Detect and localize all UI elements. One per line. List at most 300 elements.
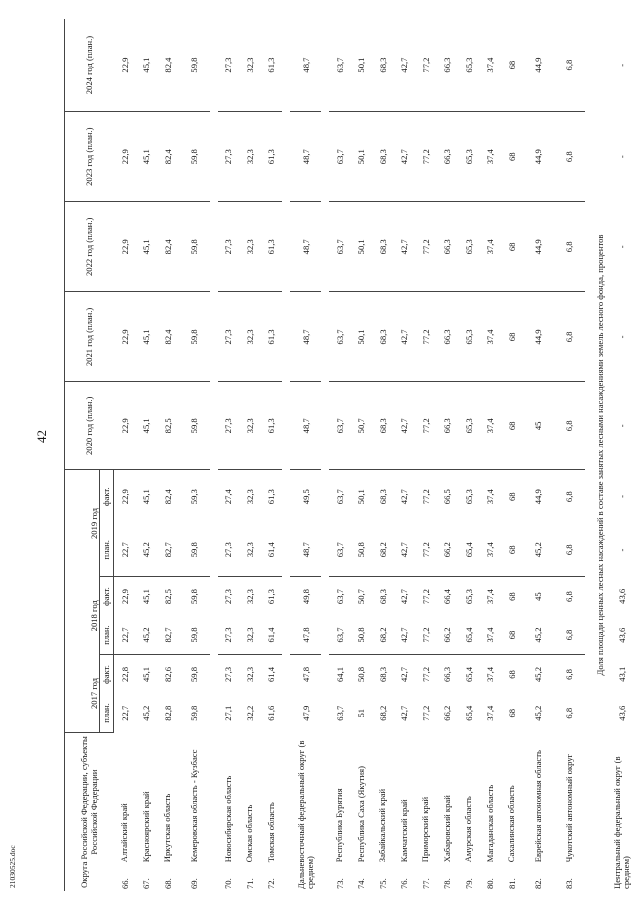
value-cell: 27,1 — [223, 705, 234, 721]
region-name: Забайкальский край — [377, 788, 388, 863]
indicator-note: Доля площади ценных лесных насаждений в составе занятых лесными насаждениями земель лесного фонда, процентов — [594, 234, 605, 676]
value-cell: 66,3 — [442, 666, 453, 683]
value-cell: 68 — [501, 292, 523, 382]
total-value-cell: - — [617, 335, 627, 339]
value-cell: 42,7 — [399, 666, 410, 683]
value-cell: 37,4 — [485, 705, 496, 721]
value-cell: 45 — [523, 382, 554, 470]
document-reference: 21030525.doc — [8, 845, 17, 888]
value-cell: 63,7 — [334, 589, 345, 605]
value-cell: 6,8 — [554, 19, 585, 112]
value-cell: 68,3 — [377, 589, 388, 605]
total-value-cell: - — [617, 424, 627, 428]
total-value-cell: - — [617, 495, 627, 498]
value-cell: 68 — [506, 670, 517, 679]
district-name: Дальневосточный федеральный округ (в среднем) — [295, 740, 315, 889]
rotated-table-container — [64, 19, 631, 891]
value-cell: 50,7 — [356, 589, 367, 605]
value-cell: 82,5 — [162, 589, 173, 605]
table-row — [239, 19, 261, 891]
value-cell: 68 — [501, 523, 523, 577]
spacer-cell — [282, 19, 290, 891]
table-row — [394, 19, 416, 891]
value-cell: 66,3 — [437, 19, 459, 112]
header-region: Округа Российской Федерации, субъекты Российской Федерации — [65, 733, 114, 891]
value-cell: 44,9 — [523, 112, 554, 202]
value-cell: 22,9 — [114, 202, 136, 292]
value-cell: 66,2 — [442, 705, 453, 721]
value-cell: 68 — [506, 708, 517, 718]
value-cell: 82,4 — [157, 19, 179, 112]
value-cell: 50,1 — [351, 202, 373, 292]
row-number: 79. — [463, 878, 474, 889]
value-cell: 22,7 — [114, 523, 136, 577]
value-cell: 42,7 — [394, 616, 416, 655]
value-cell: 77,2 — [420, 666, 431, 683]
value-cell: 61,4 — [261, 523, 283, 577]
value-cell: 61,3 — [261, 112, 283, 202]
value-cell: 59,8 — [179, 19, 210, 112]
total-value-cell: 43,6 — [617, 705, 627, 721]
table-row — [480, 19, 502, 891]
value-cell: 82,7 — [157, 616, 179, 655]
value-cell: 45 — [533, 592, 543, 601]
subheader-fact: факт. — [100, 577, 114, 616]
value-cell: 77,2 — [415, 112, 437, 202]
value-cell: 63,7 — [334, 489, 345, 505]
value-cell: 6,8 — [554, 112, 585, 202]
region-name: Алтайский край — [119, 803, 129, 863]
value-cell: 63,7 — [329, 523, 351, 577]
value-cell: 63,7 — [329, 616, 351, 655]
value-cell: 32,3 — [239, 202, 261, 292]
value-cell: 68 — [501, 382, 523, 470]
region-name: Омская область — [244, 804, 255, 863]
value-cell: 48,7 — [290, 19, 321, 112]
header-2020: 2020 год (план.) — [65, 382, 114, 470]
value-cell: 50,8 — [356, 666, 367, 683]
value-cell: 37,4 — [480, 202, 502, 292]
value-cell: 82,5 — [157, 382, 179, 470]
value-cell: 68,3 — [377, 489, 388, 505]
spacer-row — [282, 19, 290, 891]
value-cell: 50,1 — [351, 112, 373, 202]
value-cell: 63,7 — [329, 112, 351, 202]
value-cell: 45,2 — [136, 523, 158, 577]
value-cell: 77,2 — [415, 382, 437, 470]
table-row — [437, 19, 459, 891]
row-number: 80. — [485, 878, 496, 889]
value-cell: 82,4 — [162, 489, 173, 505]
value-cell: 44,9 — [523, 202, 554, 292]
value-cell: 22,7 — [119, 705, 130, 721]
value-cell: 32,3 — [239, 292, 261, 382]
value-cell: 82,7 — [157, 523, 179, 577]
total-row — [607, 19, 638, 891]
value-cell: 45,1 — [136, 382, 158, 470]
value-cell: 65,4 — [458, 616, 480, 655]
header-2021: 2021 год (план.) — [65, 292, 114, 382]
value-cell: 66,3 — [437, 292, 459, 382]
value-cell: 66,4 — [442, 589, 453, 605]
value-cell: 77,2 — [415, 19, 437, 112]
total-value-cell: 43,6 — [617, 627, 627, 643]
value-cell: 61,3 — [261, 202, 283, 292]
value-cell: 49,5 — [300, 489, 311, 505]
note-row — [593, 19, 607, 891]
header-2019: 2019 год — [65, 470, 100, 577]
value-cell: 45,1 — [141, 489, 152, 505]
value-cell: 68,2 — [372, 523, 394, 577]
region-name: Красноярский край — [140, 791, 151, 863]
table-row — [218, 19, 240, 891]
value-cell: 63,7 — [329, 292, 351, 382]
value-cell: 68,3 — [372, 382, 394, 470]
value-cell: 66,3 — [437, 382, 459, 470]
row-number: 76. — [399, 878, 410, 889]
value-cell: 61,3 — [261, 19, 283, 112]
row-number: 75. — [377, 878, 388, 889]
value-cell: 45,1 — [136, 112, 158, 202]
value-cell: 45,1 — [136, 202, 158, 292]
value-cell: 77,2 — [415, 292, 437, 382]
value-cell: 22,8 — [119, 666, 130, 683]
value-cell: 44,9 — [533, 489, 543, 505]
value-cell: 65,3 — [463, 489, 474, 505]
spacer-row — [210, 19, 218, 891]
table-row — [136, 19, 158, 891]
value-cell: 61,3 — [266, 489, 277, 505]
value-cell: 47,8 — [300, 666, 311, 683]
table-row — [523, 19, 554, 891]
forest-data-table — [64, 19, 638, 891]
value-cell: 37,4 — [485, 489, 496, 505]
value-cell: 66,2 — [437, 616, 459, 655]
region-name: Иркутская область — [162, 793, 173, 863]
value-cell: 27,3 — [218, 382, 240, 470]
row-number: 77. — [420, 878, 431, 889]
value-cell: 68 — [506, 592, 517, 601]
row-number: 82. — [533, 878, 543, 889]
value-cell: 66,2 — [437, 523, 459, 577]
total-value-cell: 43,6 — [617, 588, 627, 604]
region-name: Республика Саха (Якутия) — [355, 766, 366, 863]
row-number: 74. — [356, 878, 367, 889]
value-cell: 63,7 — [329, 382, 351, 470]
table-row — [554, 19, 585, 891]
value-cell: 77,2 — [420, 489, 431, 505]
value-cell: 59,8 — [179, 112, 210, 202]
value-cell: 66,3 — [437, 112, 459, 202]
value-cell: 45,1 — [141, 666, 152, 683]
value-cell: 59,3 — [189, 489, 199, 505]
value-cell: 32,3 — [239, 382, 261, 470]
value-cell: 32,3 — [244, 489, 255, 505]
value-cell: 37,4 — [480, 523, 502, 577]
region-name: Приморский край — [420, 796, 431, 863]
value-cell: 45,1 — [136, 292, 158, 382]
value-cell: 22,9 — [114, 112, 136, 202]
value-cell: 82,8 — [162, 705, 173, 721]
value-cell: 22,9 — [114, 19, 136, 112]
value-cell: 37,4 — [485, 666, 496, 683]
table-row — [415, 19, 437, 891]
value-cell: 42,7 — [394, 382, 416, 470]
value-cell: 47,8 — [290, 616, 321, 655]
value-cell: 49,8 — [300, 589, 311, 605]
value-cell: 63,7 — [329, 19, 351, 112]
table-row — [351, 19, 373, 891]
value-cell: 37,4 — [480, 19, 502, 112]
value-cell: 6,8 — [554, 382, 585, 470]
value-cell: 42,7 — [399, 589, 410, 605]
subheader-plan: план. — [100, 523, 114, 577]
value-cell: 50,8 — [351, 523, 373, 577]
region-name: Хабаровский край — [441, 795, 452, 863]
value-cell: 66,5 — [442, 489, 453, 505]
value-cell: 6,8 — [564, 669, 574, 680]
value-cell: 61,4 — [261, 616, 283, 655]
value-cell: 27,3 — [218, 616, 240, 655]
value-cell: 77,2 — [415, 202, 437, 292]
total-name: Центральный федеральный округ (в среднем) — [612, 756, 631, 889]
value-cell: 6,8 — [554, 523, 585, 577]
table-row — [157, 19, 179, 891]
value-cell: 45,2 — [523, 523, 554, 577]
spacer-cell — [321, 19, 329, 891]
value-cell: 32,3 — [244, 666, 255, 683]
spacer-row — [321, 19, 329, 891]
value-cell: 32,3 — [239, 523, 261, 577]
table-row — [501, 19, 523, 891]
subheader-fact: факт. — [100, 470, 114, 524]
value-cell: 45,2 — [136, 616, 158, 655]
value-cell: 27,3 — [218, 202, 240, 292]
value-cell: 68,3 — [372, 202, 394, 292]
value-cell: 59,8 — [189, 589, 199, 605]
value-cell: 50,8 — [351, 616, 373, 655]
value-cell: 82,4 — [157, 292, 179, 382]
value-cell: 22,9 — [119, 489, 130, 505]
value-cell: 27,3 — [218, 523, 240, 577]
row-number: 72. — [266, 878, 277, 889]
spacer-cell — [210, 19, 218, 891]
value-cell: 77,2 — [420, 705, 431, 721]
value-cell: 59,8 — [189, 666, 199, 683]
value-cell: 77,2 — [420, 589, 431, 605]
total-value-cell: - — [617, 63, 627, 67]
value-cell: 68,2 — [377, 705, 388, 721]
value-cell: 68 — [501, 19, 523, 112]
value-cell: 61,3 — [261, 382, 283, 470]
value-cell: 59,8 — [179, 382, 210, 470]
value-cell: 48,7 — [290, 112, 321, 202]
header-2022: 2022 год (план.) — [65, 202, 114, 292]
value-cell: 50,1 — [356, 489, 367, 505]
total-value-cell: - — [617, 245, 627, 249]
value-cell: 68 — [501, 616, 523, 655]
value-cell: 42,7 — [394, 202, 416, 292]
row-number: 68. — [162, 878, 173, 889]
value-cell: 68,3 — [372, 19, 394, 112]
value-cell: 82,4 — [157, 202, 179, 292]
value-cell: 22,9 — [119, 589, 130, 605]
value-cell: 6,8 — [564, 591, 574, 602]
value-cell: 27,3 — [218, 112, 240, 202]
value-cell: 59,8 — [179, 292, 210, 382]
row-number: 73. — [334, 878, 345, 889]
table-row — [114, 19, 136, 891]
value-cell: 45,2 — [523, 616, 554, 655]
value-cell: 65,4 — [458, 523, 480, 577]
value-cell: 61,3 — [261, 292, 283, 382]
subheader-fact: факт. — [100, 655, 114, 694]
row-number: 81. — [506, 878, 517, 889]
value-cell: 48,7 — [290, 202, 321, 292]
value-cell: 6,8 — [554, 616, 585, 655]
value-cell: 27,3 — [223, 589, 234, 605]
value-cell: 37,4 — [480, 616, 502, 655]
value-cell: 77,2 — [415, 616, 437, 655]
value-cell: 44,9 — [523, 292, 554, 382]
value-cell: 27,3 — [218, 292, 240, 382]
value-cell: 42,7 — [399, 705, 410, 721]
value-cell: 45,1 — [141, 589, 152, 605]
value-cell: 22,9 — [114, 382, 136, 470]
subheader-plan: план. — [100, 616, 114, 655]
region-name: Еврейская автономная область — [532, 750, 543, 863]
value-cell: 68,2 — [372, 616, 394, 655]
spacer-cell — [585, 19, 593, 891]
value-cell: 64,1 — [334, 666, 345, 683]
spacer-row — [585, 19, 593, 891]
value-cell: 45,1 — [136, 19, 158, 112]
table-row — [261, 19, 283, 891]
value-cell: 42,7 — [394, 292, 416, 382]
value-cell: 6,8 — [554, 292, 585, 382]
value-cell: 82,4 — [157, 112, 179, 202]
total-value-cell: - — [617, 548, 627, 552]
value-cell: 47,9 — [300, 705, 311, 721]
value-cell: 42,7 — [399, 489, 410, 505]
value-cell: 6,8 — [564, 491, 574, 503]
total-value-cell: 43,1 — [617, 666, 627, 682]
value-cell: 65,4 — [463, 705, 474, 721]
row-number: 78. — [442, 878, 453, 889]
value-cell: 65,3 — [458, 202, 480, 292]
value-cell: 48,7 — [290, 382, 321, 470]
header-2024: 2024 год (план.) — [65, 19, 114, 112]
value-cell: 82,6 — [162, 666, 173, 683]
page-number: 42 — [34, 430, 49, 443]
value-cell: 6,8 — [564, 707, 574, 719]
value-cell: 61,3 — [266, 589, 277, 605]
row-number: 66. — [119, 878, 130, 889]
table-body — [114, 19, 638, 891]
value-cell: 68 — [501, 202, 523, 292]
header-2017: 2017 год — [65, 655, 100, 733]
value-cell: 37,4 — [485, 589, 496, 605]
region-name: Кемеровская область - Кузбасс — [188, 749, 199, 863]
value-cell: 27,3 — [223, 666, 234, 683]
value-cell: 65,4 — [463, 666, 474, 683]
value-cell: 6,8 — [554, 202, 585, 292]
value-cell: 32,3 — [244, 589, 255, 605]
row-number: 67. — [141, 878, 152, 889]
value-cell: 22,7 — [114, 616, 136, 655]
total-value-cell: - — [617, 155, 627, 159]
region-name: Республика Бурятия — [334, 788, 345, 863]
region-name: Томская область — [265, 802, 276, 863]
table-row — [290, 19, 321, 891]
value-cell: 66,3 — [437, 202, 459, 292]
value-cell: 68,3 — [372, 292, 394, 382]
value-cell: 59,8 — [179, 523, 210, 577]
region-name: Чукотский автономный округ — [563, 753, 574, 863]
value-cell: 42,7 — [394, 523, 416, 577]
row-number: 70. — [223, 878, 234, 889]
value-cell: 59,8 — [189, 705, 199, 721]
value-cell: 32,3 — [239, 19, 261, 112]
value-cell: 37,4 — [480, 382, 502, 470]
value-cell: 59,8 — [179, 616, 210, 655]
value-cell: 65,3 — [458, 112, 480, 202]
value-cell: 68,3 — [377, 666, 388, 683]
value-cell: 77,2 — [415, 523, 437, 577]
table-row — [179, 19, 210, 891]
value-cell: 22,9 — [114, 292, 136, 382]
value-cell: 68 — [501, 112, 523, 202]
region-name: Камчатский край — [398, 799, 409, 863]
value-cell: 50,1 — [351, 292, 373, 382]
value-cell: 45,2 — [533, 666, 543, 683]
value-cell: 45,2 — [533, 705, 543, 721]
value-cell: 48,7 — [290, 292, 321, 382]
value-cell: 65,3 — [458, 382, 480, 470]
value-cell: 68 — [506, 492, 517, 501]
value-cell: 32,2 — [244, 705, 255, 721]
row-number: 71. — [244, 878, 255, 889]
value-cell: 27,4 — [223, 489, 234, 505]
value-cell: 63,7 — [334, 705, 345, 721]
region-name: Амурская область — [463, 796, 474, 863]
value-cell: 37,4 — [480, 112, 502, 202]
value-cell: 48,7 — [290, 523, 321, 577]
region-name: Магаданская область — [484, 784, 495, 863]
value-cell: 32,3 — [239, 616, 261, 655]
value-cell: 37,4 — [480, 292, 502, 382]
table-row — [329, 19, 351, 891]
value-cell: 45,2 — [141, 705, 152, 721]
table-row — [372, 19, 394, 891]
value-cell: 61,4 — [266, 666, 277, 683]
row-number: 69. — [189, 878, 199, 889]
value-cell: 61,6 — [266, 705, 277, 721]
value-cell: 44,9 — [523, 19, 554, 112]
value-cell: 50,1 — [351, 19, 373, 112]
region-name: Новосибирская область — [222, 775, 233, 863]
value-cell: 50,7 — [351, 382, 373, 470]
value-cell: 32,3 — [239, 112, 261, 202]
value-cell: 59,8 — [179, 202, 210, 292]
value-cell: 42,7 — [394, 19, 416, 112]
value-cell: 65,3 — [463, 589, 474, 605]
value-cell: 27,3 — [218, 19, 240, 112]
value-cell: 63,7 — [329, 202, 351, 292]
header-2018: 2018 год — [65, 577, 100, 655]
table-row — [458, 19, 480, 891]
header-2023: 2023 год (план.) — [65, 112, 114, 202]
